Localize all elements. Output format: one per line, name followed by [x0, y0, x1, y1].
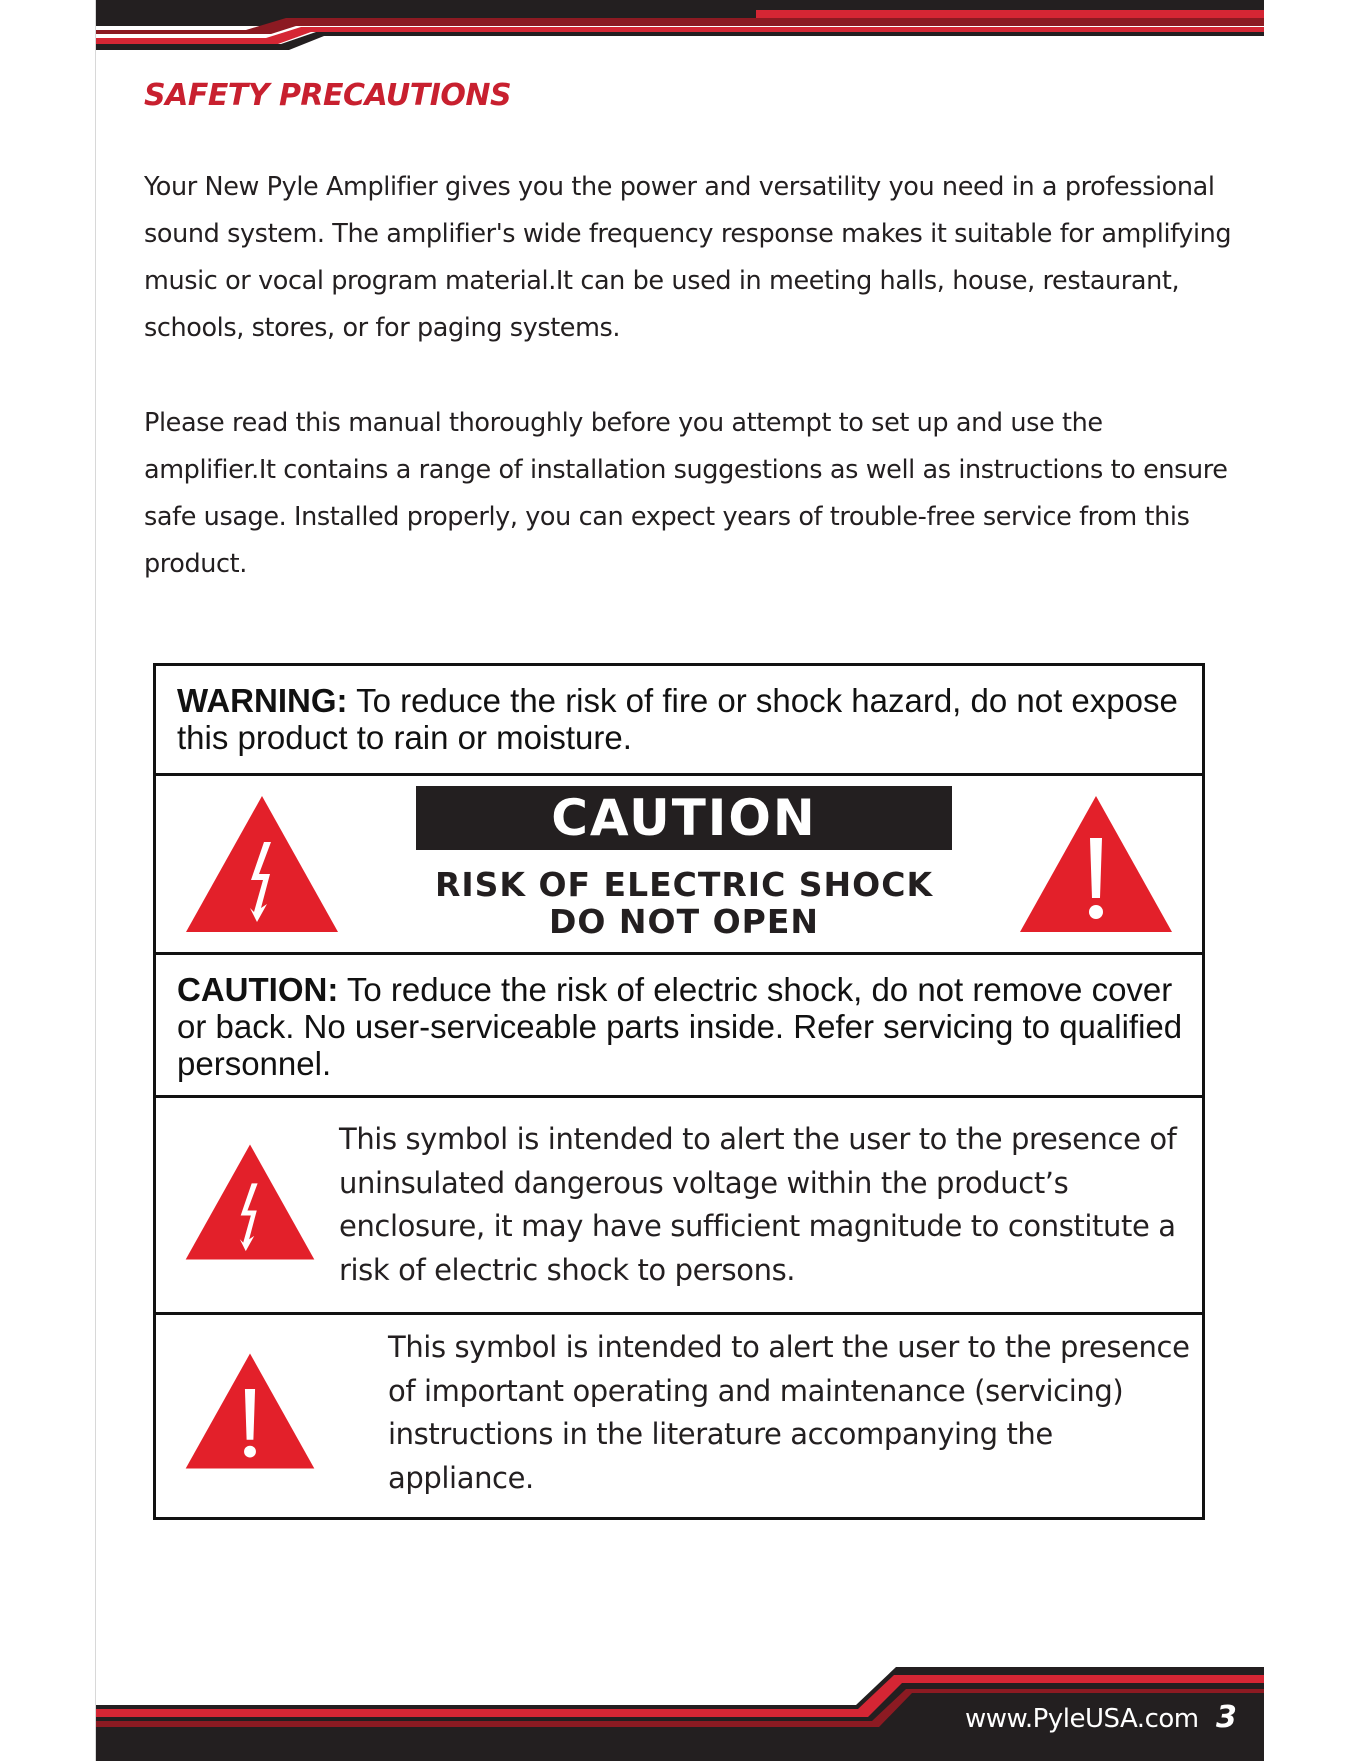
lightning-triangle-icon [184, 794, 340, 934]
intro-paragraph-1: Your New Pyle Amplifier gives you the power and versatility you need in a professional sound system. The amplifier's wide frequency response makes it suitable for amplifying music or vocal program material.It can be used in meeting halls, house, restaurant, schools, stores, or for paging systems. [144, 172, 1232, 343]
intro-paragraph-2: Please read this manual thoroughly before you attempt to set up and use the amplifier.It contains a range of installation suggestions as well as instructions to ensure safe usage. Installed properly, you can expect years of trouble-free service from this product. [144, 408, 1228, 579]
exclamation-symbol-description: This symbol is intended to alert the user to the presence of important operating and maintenance (servicing) instructions in the literature accompanying the appliance. [388, 1330, 1190, 1495]
warning-statement [177, 682, 1187, 756]
page-number: 3 [1216, 1700, 1237, 1735]
warning-row [156, 666, 1202, 776]
lightning-symbol-description: This symbol is intended to alert the user to the presence of uninsulated dangerous voltage within the product’s enclosure, it may have sufficient magnitude to constitute a risk of electric shock to persons. [339, 1122, 1177, 1287]
header-band [96, 0, 1264, 60]
caution-statement [177, 971, 1187, 1082]
exclamation-triangle-icon [1018, 794, 1174, 934]
safety-warning-box [153, 663, 1205, 1520]
page-edge [95, 0, 96, 1761]
risk-line-2: DO NOT OPEN [548, 902, 819, 941]
caution-banner: CAUTION [416, 786, 952, 850]
exclamation-triangle-icon [184, 1351, 316, 1471]
risk-of-shock-label [366, 866, 1002, 940]
risk-line-1: RISK OF ELECTRIC SHOCK [434, 865, 934, 904]
lightning-triangle-icon [184, 1142, 316, 1262]
lightning-symbol-row [156, 1098, 1202, 1315]
caution-label-row [156, 776, 1202, 955]
footer-website-link[interactable]: www.PyleUSA.com [965, 1704, 1199, 1734]
caution-label: CAUTION: [177, 971, 339, 1008]
exclamation-symbol-row [156, 1315, 1202, 1517]
warning-text: To reduce the risk of fire or shock hazard, do not expose this product to rain or moisture. [177, 682, 1178, 756]
page-title: SAFETY PRECAUTIONS [144, 78, 512, 113]
caution-text: To reduce the risk of electric shock, do not remove cover or back. No user-serviceable parts inside. Refer servicing to qualified personnel. [177, 971, 1183, 1082]
caution-row [156, 955, 1202, 1098]
warning-label: WARNING: [177, 682, 348, 719]
